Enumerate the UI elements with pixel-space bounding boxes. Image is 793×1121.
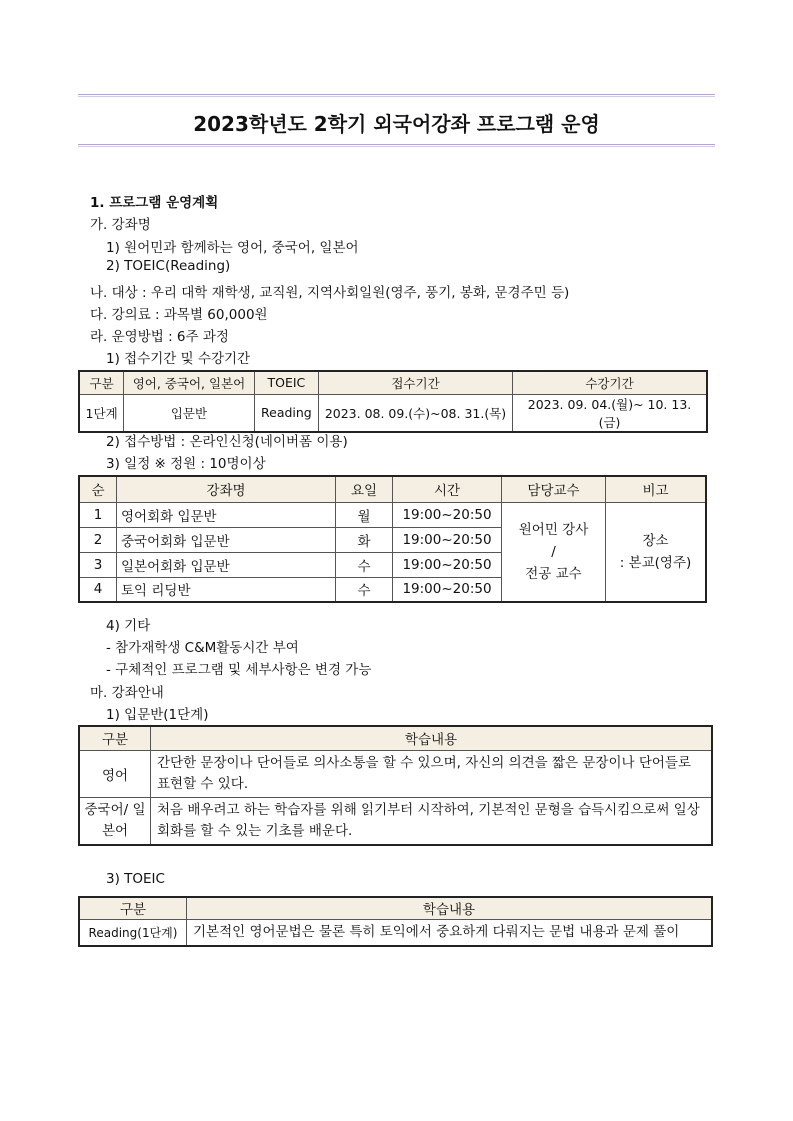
td: 2 bbox=[79, 527, 117, 552]
item-ra: 라. 운영방법 : 6주 과정 bbox=[90, 329, 229, 345]
item-na: 나. 대상 : 우리 대학 재학생, 교직원, 지역사회일원(영주, 풍기, 봉화, 문경주민 등) bbox=[90, 285, 570, 301]
td: Reading bbox=[254, 394, 318, 432]
td: 영어회화 입문반 bbox=[117, 502, 336, 527]
td: 처음 배우려고 하는 학습자를 위해 읽기부터 시작하여, 기본적인 문형을 습득시킴으로써 일상회화를 할 수 있는 기초를 배운다. bbox=[151, 797, 713, 845]
td: 2023. 09. 04.(월)~ 10. 13.(금) bbox=[513, 394, 708, 432]
td: 수 bbox=[336, 552, 393, 577]
td: 19:00~20:50 bbox=[393, 552, 502, 577]
item-ra2: 2) 접수방법 : 온라인신청(네이버폼 이용) bbox=[106, 434, 348, 450]
td: 2023. 08. 09.(수)~08. 31.(목) bbox=[319, 394, 513, 432]
table-row bbox=[79, 502, 706, 527]
th: 영어, 중국어, 일본어 bbox=[124, 371, 255, 394]
item-da: 다. 강의료 : 과목별 60,000원 bbox=[90, 307, 268, 323]
td: 4 bbox=[79, 577, 117, 602]
th: 요일 bbox=[336, 476, 393, 502]
th: 구분 bbox=[79, 897, 187, 919]
th: 접수기간 bbox=[319, 371, 513, 394]
th: 구분 bbox=[79, 371, 124, 394]
th: 강좌명 bbox=[117, 476, 336, 502]
td: 1 bbox=[79, 502, 117, 527]
item-ra4a: - 참가재학생 C&M활동시간 부여 bbox=[106, 640, 299, 656]
section-heading: 1. 프로그램 운영계획 bbox=[90, 195, 219, 211]
item-ga2: 2) TOEIC(Reading) bbox=[106, 258, 231, 274]
item-ma1: 1) 입문반(1단계) bbox=[106, 707, 209, 723]
table-row bbox=[79, 797, 712, 845]
item-ga1: 1) 원어민과 함께하는 영어, 중국어, 일본어 bbox=[106, 240, 359, 256]
title-bottom-rule bbox=[78, 144, 715, 147]
toeic-course-table bbox=[78, 896, 713, 947]
item-ra4: 4) 기타 bbox=[106, 618, 151, 634]
td-line: 전공 교수 bbox=[525, 565, 582, 582]
th: 학습내용 bbox=[187, 897, 713, 919]
table-row bbox=[79, 919, 712, 946]
th: 비고 bbox=[606, 476, 707, 502]
schedule-table bbox=[78, 475, 707, 603]
period-table bbox=[78, 370, 708, 433]
td-line: 원어민 강사 bbox=[518, 521, 589, 538]
td: 3 bbox=[79, 552, 117, 577]
td-line: 장소 bbox=[642, 532, 669, 549]
th: TOEIC bbox=[254, 371, 318, 394]
td: 중국어/ 일본어 bbox=[79, 797, 151, 845]
th: 구분 bbox=[79, 726, 151, 750]
th: 시간 bbox=[393, 476, 502, 502]
item-ra1: 1) 접수기간 및 수강기간 bbox=[106, 351, 251, 367]
table-row bbox=[79, 750, 712, 797]
td: 기본적인 영어문법은 물론 특히 토익에서 중요하게 다뤄지는 문법 내용과 문제 풀이 bbox=[187, 919, 713, 946]
td: 중국어회화 입문반 bbox=[117, 527, 336, 552]
td: 수 bbox=[336, 577, 393, 602]
th: 담당교수 bbox=[502, 476, 606, 502]
td: 월 bbox=[336, 502, 393, 527]
item-ra4b: - 구체적인 프로그램 및 세부사항은 변경 가능 bbox=[106, 662, 372, 678]
item-ma: 마. 강좌안내 bbox=[90, 685, 164, 701]
page-title: 2023학년도 2학기 외국어강좌 프로그램 운영 bbox=[193, 112, 600, 136]
td-line: / bbox=[551, 543, 556, 560]
th: 순 bbox=[79, 476, 117, 502]
td: 화 bbox=[336, 527, 393, 552]
td-line: : 본교(영주) bbox=[619, 554, 692, 571]
th: 학습내용 bbox=[151, 726, 713, 750]
td: 19:00~20:50 bbox=[393, 527, 502, 552]
td: 일본어회화 입문반 bbox=[117, 552, 336, 577]
beginner-course-table bbox=[78, 725, 713, 846]
td: 19:00~20:50 bbox=[393, 502, 502, 527]
td: 간단한 문장이나 단어들로 의사소통을 할 수 있으며, 자신의 의견을 짧은 문장이나 단어들로 표현할 수 있다. bbox=[151, 750, 713, 797]
td: 입문반 bbox=[124, 394, 255, 432]
title-top-rule bbox=[78, 94, 715, 97]
td: 토익 리딩반 bbox=[117, 577, 336, 602]
th: 수강기간 bbox=[513, 371, 708, 394]
professor-cell bbox=[502, 502, 606, 602]
note-cell bbox=[606, 502, 707, 602]
item-ra3: 3) 일정 ※ 정원 : 10명이상 bbox=[106, 456, 266, 472]
td: 1단계 bbox=[79, 394, 124, 432]
item-ma3: 3) TOEIC bbox=[106, 871, 165, 887]
td: Reading(1단계) bbox=[79, 919, 187, 946]
td: 영어 bbox=[79, 750, 151, 797]
td: 19:00~20:50 bbox=[393, 577, 502, 602]
item-ga: 가. 강좌명 bbox=[90, 217, 151, 233]
